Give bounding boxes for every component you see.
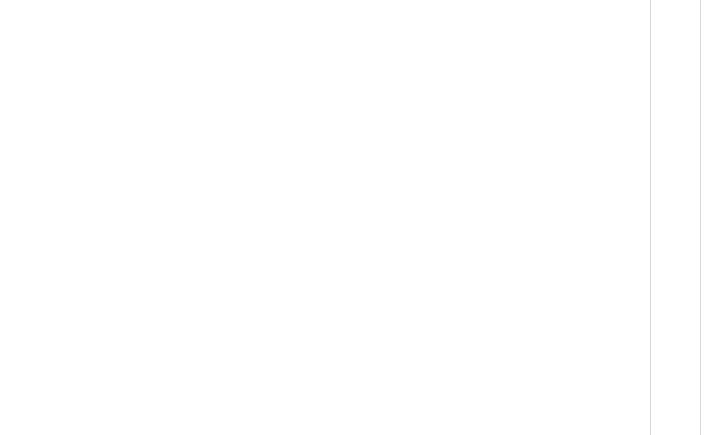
gridline: [650, 0, 651, 435]
gridline: [700, 0, 701, 435]
